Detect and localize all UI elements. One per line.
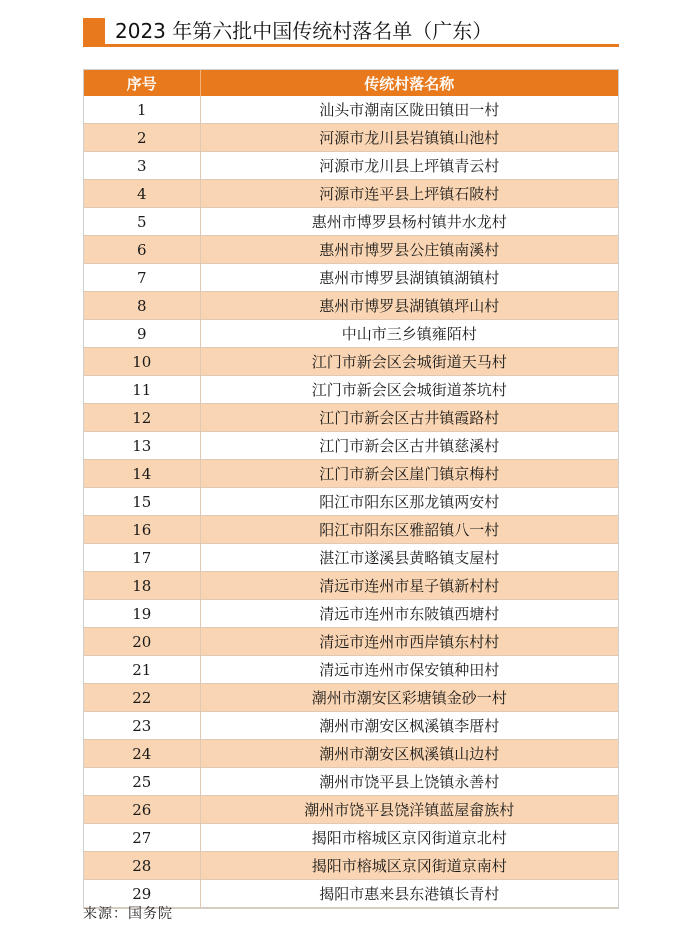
village-name-cell: 潮州市饶平县上饶镇永善村 (200, 768, 618, 796)
village-name-cell: 清远市连州市保安镇种田村 (200, 656, 618, 684)
table-row (84, 348, 618, 376)
village-name-cell: 汕头市潮南区陇田镇田一村 (200, 96, 618, 124)
table-body (84, 96, 618, 908)
table-row (84, 152, 618, 180)
village-name-cell: 潮州市潮安区彩塘镇金砂一村 (200, 684, 618, 712)
table-row (84, 824, 618, 852)
page-title: 2023 年第六批中国传统村落名单（广东） (115, 19, 493, 43)
table-row (84, 684, 618, 712)
column-header-name: 传统村落名称 (200, 70, 618, 96)
row-number-cell: 11 (84, 376, 200, 404)
table-row (84, 852, 618, 880)
village-name-cell: 河源市龙川县岩镇镇山池村 (200, 124, 618, 152)
village-name-cell: 揭阳市惠来县东港镇长青村 (200, 880, 618, 908)
village-table (83, 69, 619, 909)
row-number-cell: 20 (84, 628, 200, 656)
row-number-cell: 10 (84, 348, 200, 376)
village-name-cell: 惠州市博罗县湖镇镇坪山村 (200, 292, 618, 320)
village-name-cell: 阳江市阳东区那龙镇两安村 (200, 488, 618, 516)
row-number-cell: 19 (84, 600, 200, 628)
row-number-cell: 27 (84, 824, 200, 852)
village-name-cell: 潮州市饶平县饶洋镇蓝屋畲族村 (200, 796, 618, 824)
row-number-cell: 4 (84, 180, 200, 208)
village-name-cell: 潮州市潮安区枫溪镇山边村 (200, 740, 618, 768)
table-row (84, 488, 618, 516)
row-number-cell: 1 (84, 96, 200, 124)
village-name-cell: 揭阳市榕城区京冈街道京北村 (200, 824, 618, 852)
row-number-cell: 18 (84, 572, 200, 600)
table-row (84, 404, 618, 432)
village-name-cell: 河源市龙川县上坪镇青云村 (200, 152, 618, 180)
village-name-cell: 江门市新会区古井镇慈溪村 (200, 432, 618, 460)
source-note: 来源：国务院 (83, 906, 173, 922)
table-row (84, 544, 618, 572)
table-row (84, 236, 618, 264)
row-number-cell: 29 (84, 880, 200, 908)
title-accent-block (83, 18, 105, 44)
table-row (84, 292, 618, 320)
village-name-cell: 惠州市博罗县杨村镇井水龙村 (200, 208, 618, 236)
table-row (84, 516, 618, 544)
village-name-cell: 江门市新会区古井镇霞路村 (200, 404, 618, 432)
table-row (84, 572, 618, 600)
village-name-cell: 江门市新会区崖门镇京梅村 (200, 460, 618, 488)
table-row (84, 628, 618, 656)
column-header-number: 序号 (84, 70, 200, 96)
row-number-cell: 3 (84, 152, 200, 180)
village-name-cell: 中山市三乡镇雍陌村 (200, 320, 618, 348)
row-number-cell: 26 (84, 796, 200, 824)
row-number-cell: 8 (84, 292, 200, 320)
village-name-cell: 清远市连州市东陂镇西塘村 (200, 600, 618, 628)
table-row (84, 656, 618, 684)
title-bar (83, 18, 619, 46)
table-row (84, 376, 618, 404)
row-number-cell: 6 (84, 236, 200, 264)
row-number-cell: 22 (84, 684, 200, 712)
table-header-row (84, 70, 618, 96)
table-row (84, 180, 618, 208)
village-name-cell: 江门市新会区会城街道天马村 (200, 348, 618, 376)
village-name-cell: 潮州市潮安区枫溪镇李厝村 (200, 712, 618, 740)
village-name-cell: 江门市新会区会城街道茶坑村 (200, 376, 618, 404)
row-number-cell: 21 (84, 656, 200, 684)
row-number-cell: 9 (84, 320, 200, 348)
row-number-cell: 2 (84, 124, 200, 152)
row-number-cell: 12 (84, 404, 200, 432)
table-row (84, 96, 618, 124)
table-row (84, 124, 618, 152)
table-row (84, 712, 618, 740)
row-number-cell: 17 (84, 544, 200, 572)
table-row (84, 768, 618, 796)
row-number-cell: 14 (84, 460, 200, 488)
table-row (84, 264, 618, 292)
table-row (84, 600, 618, 628)
row-number-cell: 13 (84, 432, 200, 460)
table-row (84, 460, 618, 488)
table-row (84, 796, 618, 824)
village-name-cell: 湛江市遂溪县黄略镇支屋村 (200, 544, 618, 572)
row-number-cell: 24 (84, 740, 200, 768)
village-name-cell: 阳江市阳东区雅韶镇八一村 (200, 516, 618, 544)
table-row (84, 740, 618, 768)
table-row (84, 208, 618, 236)
row-number-cell: 16 (84, 516, 200, 544)
village-name-cell: 揭阳市榕城区京冈街道京南村 (200, 852, 618, 880)
row-number-cell: 28 (84, 852, 200, 880)
village-name-cell: 河源市连平县上坪镇石陂村 (200, 180, 618, 208)
row-number-cell: 5 (84, 208, 200, 236)
village-name-cell: 清远市连州市星子镇新村村 (200, 572, 618, 600)
row-number-cell: 7 (84, 264, 200, 292)
title-underline (83, 44, 619, 47)
table-row (84, 432, 618, 460)
table-row (84, 320, 618, 348)
row-number-cell: 23 (84, 712, 200, 740)
village-name-cell: 惠州市博罗县湖镇镇湖镇村 (200, 264, 618, 292)
row-number-cell: 15 (84, 488, 200, 516)
village-name-cell: 惠州市博罗县公庄镇南溪村 (200, 236, 618, 264)
row-number-cell: 25 (84, 768, 200, 796)
village-name-cell: 清远市连州市西岸镇东村村 (200, 628, 618, 656)
